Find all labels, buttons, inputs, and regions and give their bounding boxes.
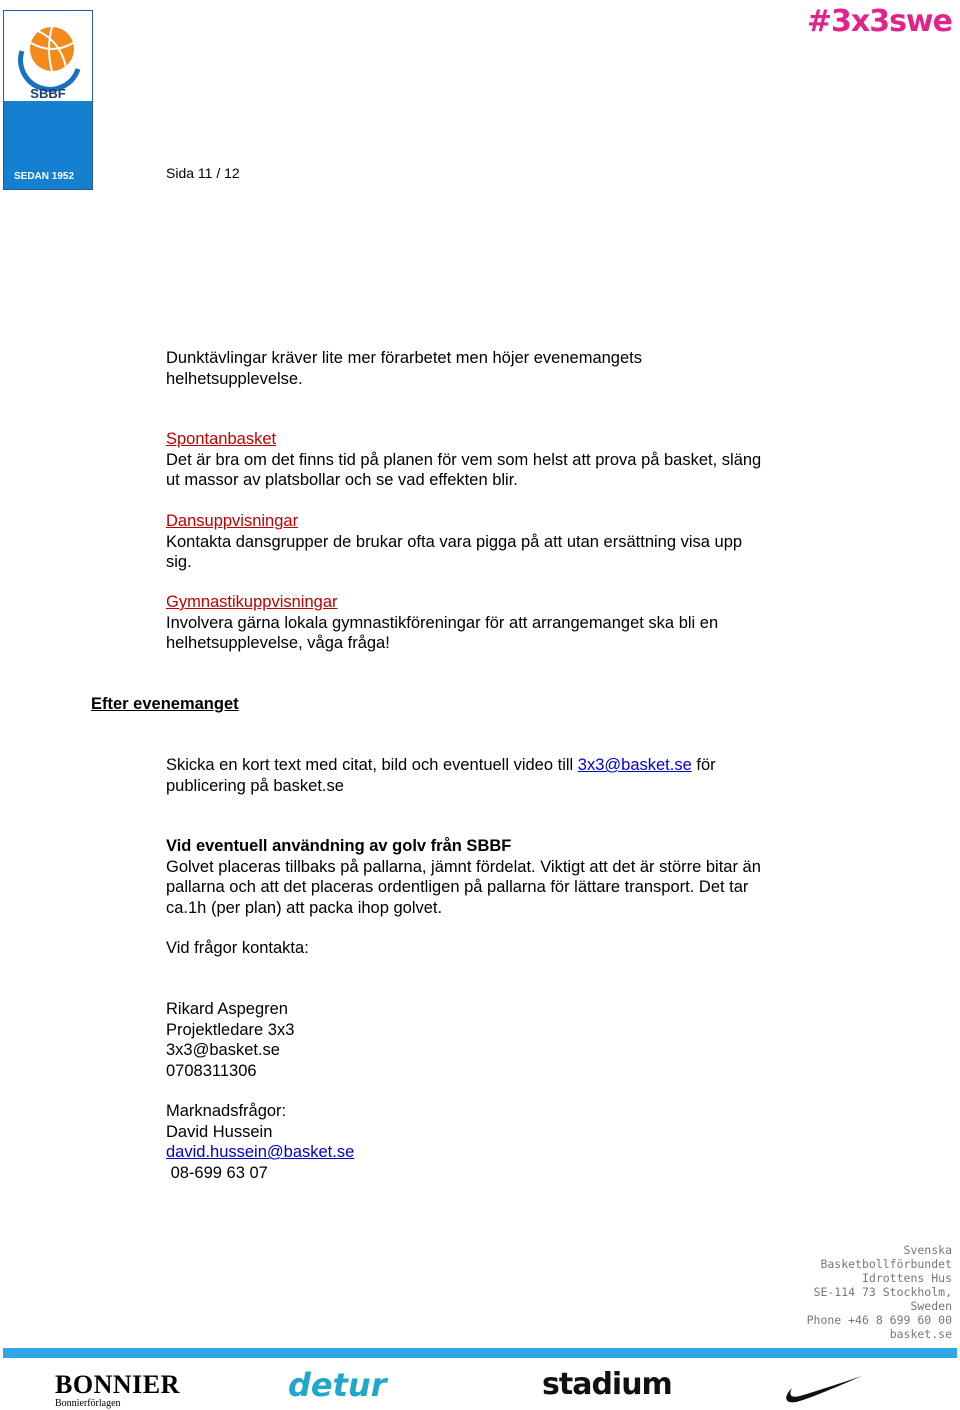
nike-swoosh-icon — [784, 1374, 864, 1406]
sponsor-bonnier-sub: Bonnierförlagen — [55, 1398, 121, 1409]
contact-name: David Hussein — [166, 1122, 273, 1141]
floor-section — [166, 836, 761, 918]
sponsor-stadium: stadium — [542, 1367, 672, 1402]
section-heading: Spontanbasket — [166, 430, 277, 448]
text-line: Golvet placeras tillbaks på pallarna, jämnt fördelat. Viktigt att det är större bitar än — [166, 857, 761, 876]
text-line: helhetsupplevelse, våga fråga! — [166, 634, 390, 652]
sbbf-logo — [3, 10, 93, 243]
section-gymnastikuppvisningar — [166, 592, 718, 654]
section-spontanbasket — [166, 429, 761, 491]
logo-acronym: SBBF — [30, 86, 66, 101]
hashtag-logo: #3x3swe — [806, 4, 952, 39]
contact-name: Rikard Aspegren — [166, 1000, 288, 1018]
logo-since: SEDAN 1952 — [14, 171, 75, 182]
logo-line: SVENSKA — [14, 205, 68, 217]
logo-line: BASKETBOLL — [14, 218, 90, 230]
logo-line: FÖRBUNDET — [14, 231, 84, 243]
address-line: Svenska — [903, 1243, 952, 1257]
text-line: pallarna och att det placeras ordentligen på pallarna för lättare transport. Det tar — [166, 878, 749, 896]
text-line: Involvera gärna lokala gymnastikföreningar för att arrangemanget ska bli en — [166, 613, 719, 632]
address-line: SE-114 73 Stockholm, — [813, 1285, 952, 1299]
contact-david — [166, 1101, 354, 1183]
text-line: Dunktävlingar kräver lite mer förarbetet men höjer evenemangets — [166, 349, 642, 367]
email-link-david[interactable]: david.hussein@basket.se — [166, 1143, 355, 1161]
address-line: Sweden — [910, 1299, 952, 1313]
contact-label: Marknadsfrågor: — [166, 1102, 287, 1120]
address-line: Basketbollförbundet — [820, 1257, 952, 1271]
after-event-heading: Efter evenemanget — [91, 695, 239, 713]
address-line: Idrottens Hus — [861, 1271, 952, 1285]
sponsor-bonnier — [55, 1372, 180, 1410]
section-heading: Dansuppvisningar — [166, 512, 299, 530]
contact-phone: 08-699 63 07 — [166, 1163, 268, 1182]
sponsor-detur: detur — [288, 1366, 387, 1404]
contact-email: 3x3@basket.se — [166, 1041, 280, 1059]
contact-title: Projektledare 3x3 — [166, 1020, 295, 1039]
page-indicator: Sida 11 / 12 — [166, 165, 240, 181]
text-line: Kontakta dansgrupper de brukar ofta vara pigga på att utan ersättning visa upp — [166, 532, 743, 551]
address-line: basket.se — [889, 1327, 952, 1341]
email-link-3x3[interactable]: 3x3@basket.se — [577, 756, 692, 774]
sponsor-bonnier-name: BONNIER — [55, 1370, 180, 1399]
text-line: ut massor av platsbollar och se vad effekten blir. — [166, 471, 518, 489]
text-line: Det är bra om det finns tid på planen för vem som helst att prova på basket, släng — [166, 450, 762, 469]
floor-heading: Vid eventuell användning av golv från SBBF — [166, 837, 512, 855]
section-heading: Gymnastikuppvisningar — [166, 593, 338, 611]
text-line: helhetsupplevelse. — [166, 369, 303, 388]
text-line: sig. — [166, 553, 192, 571]
after-event-paragraph — [166, 755, 716, 796]
footer-address — [807, 1243, 952, 1341]
address-line: Phone +46 8 699 60 00 — [806, 1313, 952, 1327]
footer-divider — [3, 1348, 957, 1358]
questions-label: Vid frågor kontakta: — [166, 939, 309, 957]
text-line: ca.1h (per plan) att packa ihop golvet. — [166, 898, 443, 917]
contact-phone: 0708311306 — [166, 1061, 257, 1080]
text-fragment: för — [691, 756, 716, 774]
section-dansuppvisningar — [166, 511, 742, 573]
text-fragment: Skicka en kort text med citat, bild och eventuell video till — [166, 756, 578, 774]
text-line: publicering på basket.se — [166, 776, 344, 795]
intro-paragraph — [166, 348, 642, 389]
contact-rikard — [166, 999, 294, 1081]
